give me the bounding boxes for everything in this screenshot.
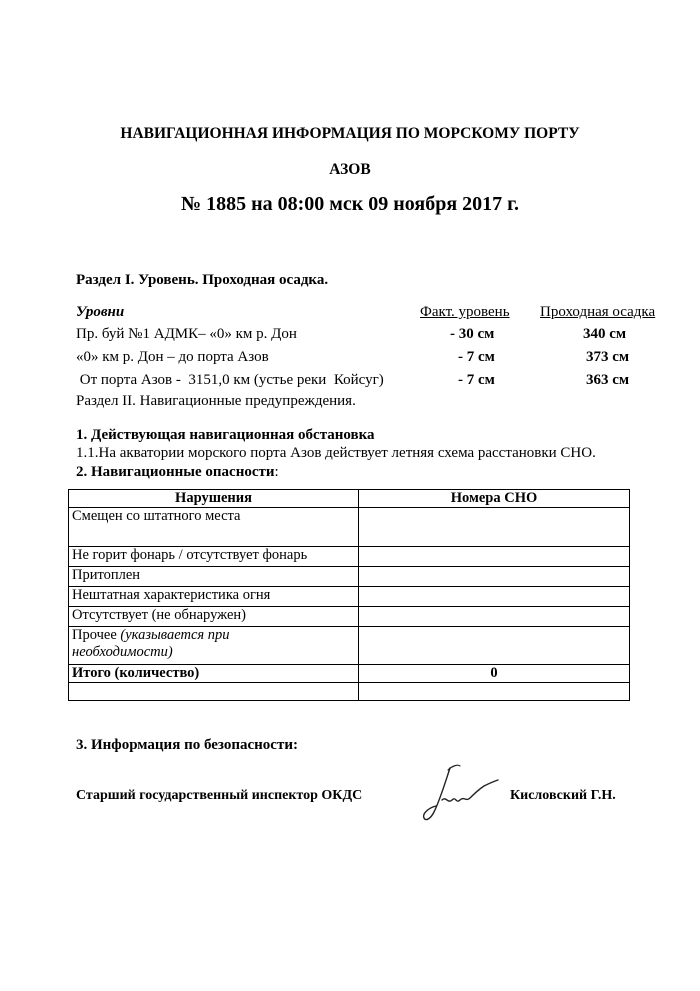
level-row-draft: 363 см <box>586 372 630 388</box>
other-note-line2: необходимости) <box>72 644 173 660</box>
numbers-column-header: Номера СНО <box>359 490 630 508</box>
level-row-name: «0» км р. Дон – до порта Азов <box>76 349 269 365</box>
violation-value <box>359 567 630 587</box>
document-title: НАВИГАЦИОННАЯ ИНФОРМАЦИЯ ПО МОРСКОМУ ПОРТУ <box>120 125 580 142</box>
violation-value <box>359 508 630 547</box>
level-row-draft: 340 см <box>583 326 627 342</box>
violation-label: Не горит фонарь / отсутствует фонарь <box>69 547 359 567</box>
level-row-fact: - 7 см <box>458 349 495 365</box>
level-row-draft: 373 см <box>586 349 630 365</box>
violations-table <box>68 489 630 701</box>
signer-name: Кисловский Г.Н. <box>510 788 616 803</box>
violation-label: Отсутствует (не обнаружен) <box>69 607 359 627</box>
violations-column-header: Нарушения <box>69 490 359 508</box>
table-row <box>69 587 630 607</box>
table-row-other <box>69 627 630 665</box>
table-row <box>69 607 630 627</box>
signer-position: Старший государственный инспектор ОКДС <box>76 788 363 803</box>
port-name: АЗОВ <box>329 161 371 178</box>
table-row <box>69 508 630 547</box>
draft-header: Проходная осадка <box>540 304 656 320</box>
other-label-cell <box>69 627 359 665</box>
table-total-row <box>69 665 630 683</box>
empty-cell <box>69 683 359 701</box>
other-label: Прочее <box>72 627 121 643</box>
total-label: Итого (количество) <box>69 665 359 683</box>
bulletin-number-date: № 1885 на 08:00 мск 09 ноября 2017 г. <box>180 193 520 215</box>
fact-level-header: Факт. уровень <box>420 304 510 320</box>
security-info-title: 3. Информация по безопасности: <box>76 737 298 753</box>
level-row-fact: - 7 см <box>458 372 495 388</box>
violation-label: Смещен со штатного места <box>69 508 359 547</box>
current-navigation-text: 1.1.На акватории морского порта Азов действует летняя схема расстановки СНО. <box>76 445 596 461</box>
handwritten-signature-icon <box>412 760 502 830</box>
level-row-name: Пр. буй №1 АДМК– «0» км р. Дон <box>76 326 297 342</box>
violation-label: Притоплен <box>69 567 359 587</box>
section1-title: Раздел I. Уровень. Проходная осадка. <box>76 272 329 288</box>
table-row <box>69 567 630 587</box>
empty-cell <box>359 683 630 701</box>
violation-value <box>359 587 630 607</box>
violation-value <box>359 547 630 567</box>
levels-header: Уровни <box>76 304 125 320</box>
other-note-line1: (указывается при <box>120 627 230 643</box>
table-header-row <box>69 490 630 508</box>
navigation-hazards-title <box>76 464 279 481</box>
violation-label: Нештатная характеристика огня <box>69 587 359 607</box>
table-row-empty <box>69 683 630 701</box>
section2-title: Раздел II. Навигационные предупреждения. <box>76 393 356 409</box>
table-row <box>69 547 630 567</box>
total-value: 0 <box>359 665 630 683</box>
other-value <box>359 627 630 665</box>
violation-value <box>359 607 630 627</box>
current-navigation-title: 1. Действующая навигационная обстановка <box>76 427 375 443</box>
hazards-title-colon: : <box>274 464 279 480</box>
level-row-fact: - 30 см <box>450 326 495 342</box>
level-row-name: От порта Азов - 3151,0 км (устье реки Койсуг) <box>76 372 384 388</box>
hazards-title-text: 2. Навигационные опасности <box>76 464 275 480</box>
